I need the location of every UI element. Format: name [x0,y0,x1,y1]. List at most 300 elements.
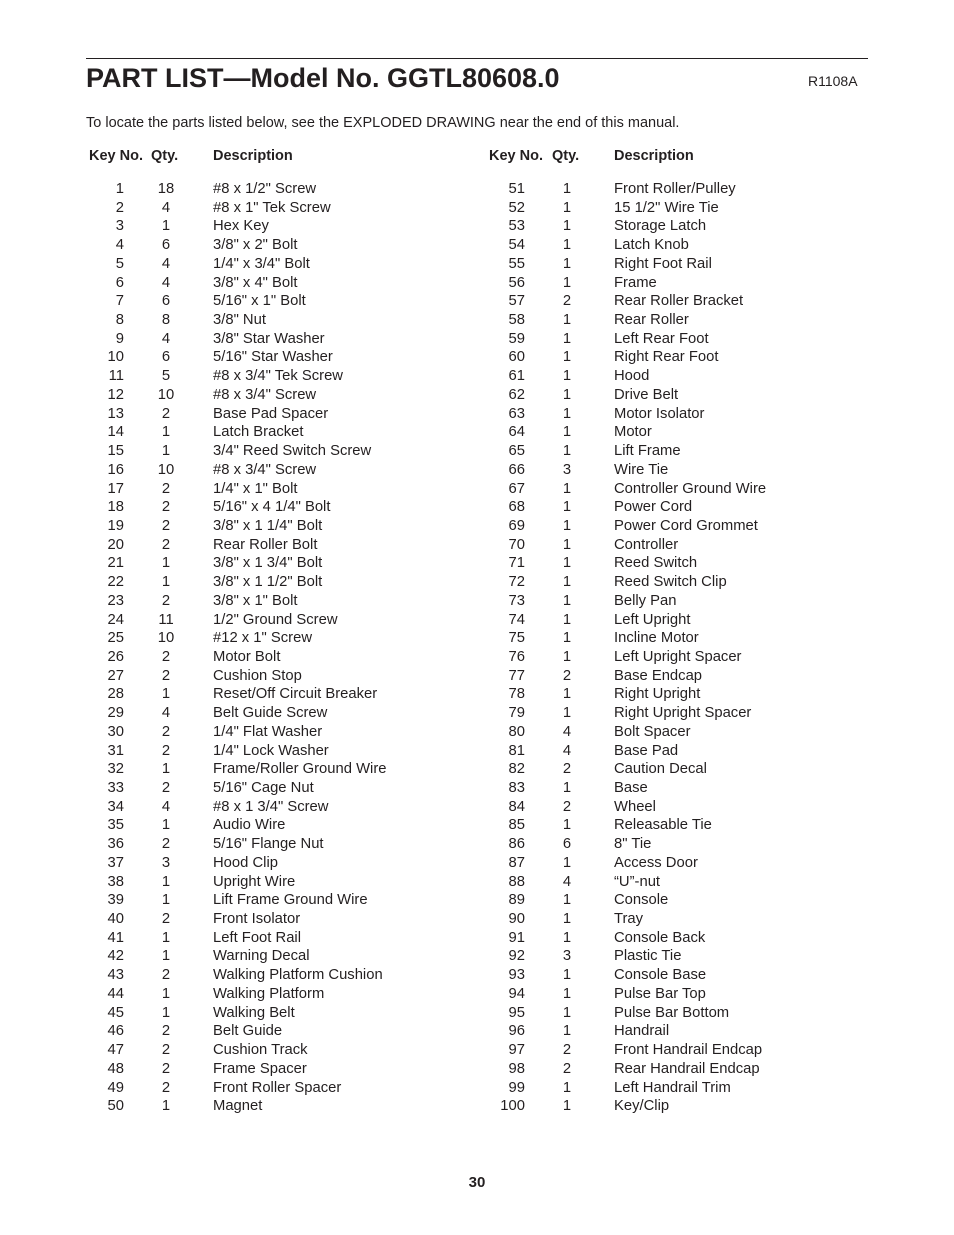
part-description: Upright Wire [213,873,296,890]
part-quantity: 10 [157,630,175,647]
part-description: Lift Frame Ground Wire [213,892,368,909]
part-row [485,835,865,854]
part-key-number: 34 [107,798,124,815]
part-row [84,330,464,349]
part-key-number: 29 [107,705,124,722]
part-key-number: 39 [107,892,124,909]
part-row [485,217,865,236]
part-row [84,966,464,985]
part-row [84,760,464,779]
part-quantity: 4 [562,873,572,890]
part-quantity: 1 [161,873,171,890]
part-key-number: 3 [115,218,124,235]
part-description: Console [614,892,669,909]
part-quantity: 1 [562,705,572,722]
part-key-number: 53 [508,218,525,235]
part-description: Hood [614,368,650,385]
part-key-number: 64 [508,424,525,441]
part-row [485,554,865,573]
part-key-number: 94 [508,985,525,1002]
part-key-number: 19 [107,517,124,534]
part-description: #8 x 1" Tek Screw [213,199,331,216]
part-row [84,910,464,929]
part-row [485,255,865,274]
part-quantity: 1 [161,443,171,460]
part-row [485,423,865,442]
part-quantity: 1 [562,780,572,796]
part-key-number: 14 [107,424,124,441]
part-quantity: 11 [158,611,174,628]
part-row [84,742,464,761]
part-description: Power Cord Grommet [614,517,758,534]
part-row [485,985,865,1004]
part-quantity: 1 [161,761,171,778]
part-key-number: 100 [500,1098,525,1115]
part-quantity: 2 [161,1042,171,1059]
part-row [84,1079,464,1098]
part-key-number: 73 [508,592,525,609]
part-key-number: 10 [107,349,124,366]
part-key-number: 63 [508,405,525,422]
part-quantity: 1 [562,480,572,497]
part-quantity: 1 [562,237,572,254]
part-row [485,816,865,835]
part-row [84,891,464,910]
part-key-number: 68 [508,499,525,516]
part-description: Belt Guide Screw [213,705,328,722]
part-description: Motor [614,424,652,441]
part-quantity: 6 [161,293,171,310]
part-key-number: 89 [508,892,525,909]
part-key-number: 50 [107,1098,124,1115]
part-key-number: 30 [107,723,124,740]
part-quantity: 1 [161,686,171,703]
part-quantity: 1 [562,499,572,516]
part-quantity: 2 [161,592,171,609]
left-header-description: Description [213,148,293,164]
part-quantity: 1 [562,985,572,1002]
part-key-number: 26 [107,648,124,665]
part-description: 1/4" Lock Washer [213,742,329,759]
part-quantity: 2 [161,723,171,740]
part-description: Right Rear Foot [614,349,719,366]
part-description: Left Foot Rail [213,929,302,946]
part-description: #8 x 1 3/4" Screw [213,798,329,815]
part-key-number: 97 [508,1042,525,1059]
part-row [485,442,865,461]
part-key-number: 65 [508,443,525,460]
part-key-number: 9 [115,330,124,347]
part-quantity: 2 [161,648,171,665]
part-key-number: 18 [107,499,124,516]
part-row [84,199,464,218]
part-description: 3/8" x 1" Bolt [213,592,298,609]
part-quantity: 10 [157,386,175,403]
part-row [84,929,464,948]
part-row [84,573,464,592]
part-key-number: 95 [508,1004,525,1021]
right-header-qty: Qty. [552,148,580,164]
part-row [84,405,464,424]
part-description: Frame [614,274,657,291]
part-key-number: 17 [107,480,124,497]
part-key-number: 6 [115,274,124,291]
part-description: Plastic Tie [614,948,682,965]
part-quantity: 2 [562,798,572,815]
part-quantity: 3 [562,948,572,965]
part-quantity: 1 [562,424,572,441]
part-row [84,348,464,367]
part-row [84,274,464,293]
part-row [84,217,464,236]
part-key-number: 96 [508,1023,525,1040]
part-row [485,367,865,386]
part-description: 5/16" x 1" Bolt [213,293,306,310]
part-quantity: 5 [161,368,171,385]
part-description: Tray [614,911,644,928]
part-key-number: 15 [107,443,124,460]
part-key-number: 98 [508,1060,525,1077]
part-key-number: 57 [508,293,525,310]
part-description: 3/8" x 1 3/4" Bolt [213,555,323,572]
part-row [84,386,464,405]
part-row [84,611,464,630]
part-quantity: 1 [562,312,572,329]
part-quantity: 1 [562,611,572,628]
part-quantity: 1 [562,1004,572,1021]
part-row [485,723,865,742]
part-key-number: 82 [508,761,525,778]
part-description: #12 x 1" Screw [213,630,313,647]
part-row [84,704,464,723]
part-row [485,873,865,892]
part-key-number: 77 [508,667,525,684]
part-key-number: 55 [508,255,525,272]
part-description: Latch Knob [614,237,689,254]
part-description: 3/8" x 1 1/2" Bolt [213,574,323,591]
part-row [84,255,464,274]
part-description: Left Handrail Trim [614,1079,731,1096]
part-quantity: 1 [562,330,572,347]
part-quantity: 4 [161,255,171,272]
part-row [485,760,865,779]
part-key-number: 88 [508,873,525,890]
part-description: 1/4" x 3/4" Bolt [213,255,310,272]
part-description: Lift Frame [614,443,681,460]
part-description: Controller [614,536,679,553]
part-quantity: 4 [161,330,171,347]
document-code: R1108A [808,73,858,89]
part-key-number: 25 [107,630,124,647]
part-description: Frame Spacer [213,1060,307,1077]
part-description: Rear Handrail Endcap [614,1060,760,1077]
part-description: 8" Tie [614,836,652,853]
part-row [485,704,865,723]
part-key-number: 56 [508,274,525,291]
part-description: Pulse Bar Top [614,985,706,1002]
part-row [84,442,464,461]
part-key-number: 20 [107,536,124,553]
part-quantity: 2 [161,836,171,853]
part-description: Front Handrail Endcap [614,1042,763,1059]
part-description: Magnet [213,1098,263,1115]
part-row [485,461,865,480]
part-quantity: 1 [161,892,171,909]
part-description: 3/8" x 2" Bolt [213,237,298,254]
part-description: Rear Roller [614,312,689,329]
part-quantity: 1 [562,1079,572,1096]
part-quantity: 1 [562,274,572,291]
part-row [485,966,865,985]
part-quantity: 1 [161,817,171,834]
part-quantity: 2 [562,761,572,778]
part-quantity: 1 [562,648,572,665]
part-description: #8 x 3/4" Tek Screw [213,368,343,385]
part-description: 3/8" Nut [213,312,266,329]
part-description: Left Rear Foot [614,330,709,347]
part-description: Key/Clip [614,1098,670,1115]
part-key-number: 2 [115,199,124,216]
part-key-number: 33 [107,780,124,796]
part-quantity: 1 [562,630,572,647]
part-description: Wheel [614,798,656,815]
part-key-number: 76 [508,648,525,665]
part-description: 5/16" x 4 1/4" Bolt [213,499,331,516]
part-row [485,348,865,367]
part-key-number: 70 [508,536,525,553]
part-quantity: 4 [161,705,171,722]
part-quantity: 1 [161,574,171,591]
part-row [84,367,464,386]
part-description: 3/4" Reed Switch Screw [213,443,372,460]
part-description: Base Pad [614,742,679,759]
part-description: Right Upright Spacer [614,705,752,722]
part-quantity: 1 [161,1098,171,1115]
part-row [84,1004,464,1023]
part-description: Latch Bracket [213,424,304,441]
part-row [485,611,865,630]
part-row [485,685,865,704]
part-row [485,311,865,330]
part-key-number: 86 [508,836,525,853]
part-key-number: 87 [508,854,525,871]
part-row [84,498,464,517]
part-row [485,180,865,199]
part-row [84,1022,464,1041]
part-quantity: 4 [562,723,572,740]
part-description: 5/16" Flange Nut [213,836,324,853]
part-description: Rear Roller Bolt [213,536,318,553]
part-description: 3/8" Star Washer [213,330,325,347]
part-row [84,517,464,536]
part-key-number: 91 [508,929,525,946]
part-description: Hex Key [213,218,269,235]
part-quantity: 6 [562,836,572,853]
part-key-number: 83 [508,780,525,796]
part-key-number: 23 [107,592,124,609]
part-quantity: 1 [562,181,572,197]
part-description: Controller Ground Wire [614,480,767,497]
part-key-number: 8 [115,312,124,329]
part-row [485,779,865,798]
part-row [485,274,865,293]
part-row [485,1079,865,1098]
part-key-number: 59 [508,330,525,347]
part-key-number: 24 [107,611,124,628]
part-row [84,311,464,330]
part-description: 5/16" Star Washer [213,349,333,366]
part-quantity: 1 [562,929,572,946]
part-description: “U”-nut [614,873,661,890]
part-description: Audio Wire [213,817,286,834]
part-key-number: 41 [107,929,124,946]
part-quantity: 1 [562,1098,572,1115]
part-description: Incline Motor [614,630,699,647]
part-row [84,180,464,199]
part-key-number: 32 [107,761,124,778]
part-key-number: 72 [508,574,525,591]
part-quantity: 6 [161,237,171,254]
part-description: #8 x 1/2" Screw [213,181,317,197]
part-description: Left Upright Spacer [614,648,742,665]
part-quantity: 1 [562,368,572,385]
page-number: 30 [468,1174,486,1191]
part-quantity: 1 [562,405,572,422]
part-description: Warning Decal [213,948,310,965]
part-key-number: 43 [107,967,124,984]
part-quantity: 4 [562,742,572,759]
part-row [84,461,464,480]
part-key-number: 52 [508,199,525,216]
part-row [485,1060,865,1079]
part-row [485,498,865,517]
part-key-number: 58 [508,312,525,329]
part-description: Frame/Roller Ground Wire [213,761,387,778]
part-row [485,236,865,255]
part-quantity: 2 [161,911,171,928]
part-description: Drive Belt [614,386,679,403]
part-row [84,480,464,499]
part-description: Pulse Bar Bottom [614,1004,730,1021]
part-description: Console Base [614,967,707,984]
part-description: Hood Clip [213,854,278,871]
part-row [84,236,464,255]
part-row [485,854,865,873]
part-description: Belly Pan [614,592,677,609]
part-key-number: 60 [508,349,525,366]
part-row [84,685,464,704]
part-quantity: 2 [161,1023,171,1040]
part-key-number: 28 [107,686,124,703]
part-row [485,667,865,686]
part-row [485,910,865,929]
left-header-qty: Qty. [151,148,179,164]
part-row [84,816,464,835]
part-key-number: 46 [107,1023,124,1040]
part-description: Cushion Stop [213,667,302,684]
part-key-number: 45 [107,1004,124,1021]
part-quantity: 1 [161,218,171,235]
part-description: Base Pad Spacer [213,405,329,422]
part-quantity: 3 [562,461,572,478]
part-quantity: 2 [161,480,171,497]
part-description: Front Roller Spacer [213,1079,342,1096]
part-description: #8 x 3/4" Screw [213,461,317,478]
part-key-number: 7 [115,293,124,310]
part-quantity: 1 [562,911,572,928]
part-quantity: 2 [562,293,572,310]
part-quantity: 1 [562,218,572,235]
part-row [485,536,865,555]
part-row [485,648,865,667]
part-description: 1/2" Ground Screw [213,611,338,628]
part-quantity: 1 [161,948,171,965]
part-row [485,592,865,611]
part-quantity: 2 [562,1042,572,1059]
part-row [485,330,865,349]
part-row [84,592,464,611]
part-key-number: 11 [108,368,124,385]
part-row [485,947,865,966]
part-quantity: 1 [161,424,171,441]
part-key-number: 79 [508,705,525,722]
part-quantity: 1 [562,517,572,534]
part-quantity: 8 [161,312,171,329]
part-key-number: 22 [107,574,124,591]
part-key-number: 44 [107,985,124,1002]
part-description: Reed Switch [614,555,698,572]
part-key-number: 69 [508,517,525,534]
part-row [485,929,865,948]
part-description: Base Endcap [614,667,703,684]
part-quantity: 2 [161,536,171,553]
part-description: Motor Bolt [213,648,281,665]
part-key-number: 54 [508,237,525,254]
part-row [84,723,464,742]
part-description: Motor Isolator [614,405,705,422]
part-quantity: 1 [562,536,572,553]
part-row [84,985,464,1004]
part-row [84,1060,464,1079]
part-quantity: 1 [562,199,572,216]
part-key-number: 36 [107,836,124,853]
part-row [485,405,865,424]
part-key-number: 80 [508,723,525,740]
part-quantity: 4 [161,798,171,815]
part-description: 1/4" x 1" Bolt [213,480,298,497]
part-key-number: 71 [508,555,525,572]
part-quantity: 1 [562,686,572,703]
part-quantity: 18 [157,181,175,197]
page-title: PART LIST—Model No. GGTL80608.0 [86,63,560,93]
part-key-number: 74 [508,611,525,628]
part-quantity: 6 [161,349,171,366]
part-quantity: 1 [562,592,572,609]
part-description: Access Door [614,854,698,871]
part-description: Left Upright [614,611,691,628]
right-header-key: Key No. [489,148,543,164]
part-quantity: 1 [562,255,572,272]
part-description: Walking Belt [213,1004,295,1021]
part-description: Caution Decal [614,761,707,778]
part-row [84,854,464,873]
part-description: Reset/Off Circuit Breaker [213,686,378,703]
part-row [84,536,464,555]
part-quantity: 2 [562,667,572,684]
top-rule [86,58,868,59]
part-quantity: 1 [562,967,572,984]
part-description: Belt Guide [213,1023,283,1040]
